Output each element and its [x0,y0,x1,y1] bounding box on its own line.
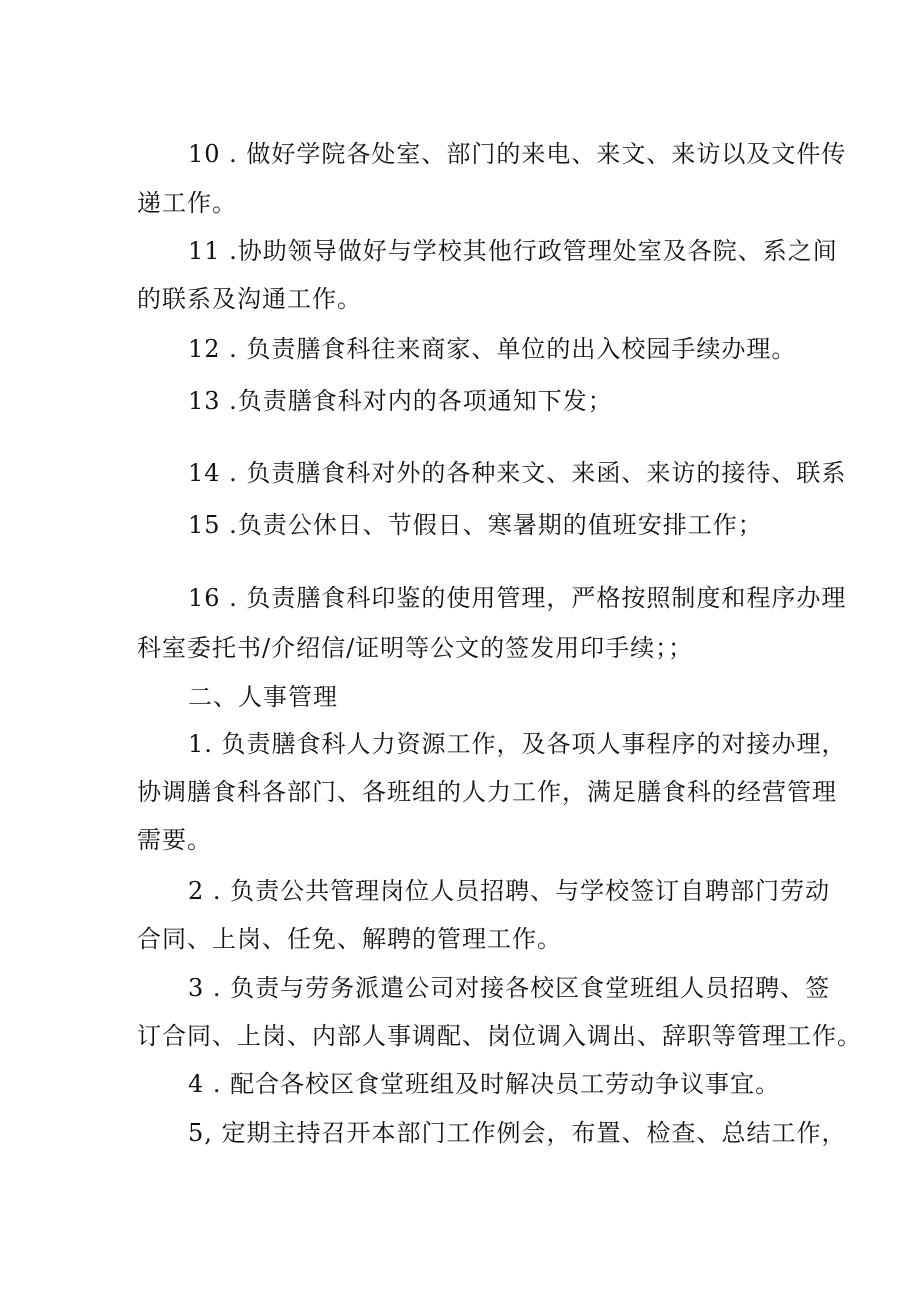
paragraph-line: 1. 负责膳食科人力资源工作，及各项人事程序的对接办理， [188,730,847,758]
paragraph-line: 5, 定期主持召开本部门工作例会，布置、检查、总结工作， [188,1119,847,1147]
paragraph-line: 10 . 做好学院各处室、部门的来电、来文、来访以及文件传 [188,140,847,168]
paragraph-line: 14 . 负责膳食科对外的各种来文、来函、来访的接待、联系 [188,459,847,487]
paragraph-line: 12 . 负责膳食科往来商家、单位的出入校园手续办理。 [188,335,797,363]
paragraph-line: 16 . 负责膳食科印鉴的使用管理，严格按照制度和程序办理 [188,584,847,612]
paragraph-line: 递工作。 [137,189,237,217]
paragraph-line: 13 .负责膳食科对内的各项通知下发； [188,387,613,415]
paragraph-line: 3 . 负责与劳务派遣公司对接各校区食堂班组人员招聘、签 [188,974,831,1002]
paragraph-line: 合同、上岗、任免、解聘的管理工作。 [137,925,562,953]
paragraph-line: 2 . 负责公共管理岗位人员招聘、与学校签订自聘部门劳动 [188,877,831,905]
paragraph-line: 4 . 配合各校区食堂班组及时解决员工劳动争议事宜。 [188,1070,781,1098]
paragraph-line: 订合同、上岗、内部人事调配、岗位调入调出、辞职等管理工作。 [137,1022,862,1050]
paragraph-line: 15 .负责公休日、节假日、寒暑期的值班安排工作； [188,511,763,539]
paragraph-line: 科室委托书/介绍信/证明等公文的签发用印手续；； [137,634,694,662]
paragraph-line: 协调膳食科各部门、各班组的人力工作，满足膳食科的经营管理 [137,778,837,806]
section-heading: 二、人事管理 [188,683,338,711]
paragraph-line: 的联系及沟通工作。 [137,285,362,313]
paragraph-line: 11 .协助领导做好与学校其他行政管理处室及各院、系之间 [188,237,838,265]
paragraph-line: 需要。 [137,826,212,854]
